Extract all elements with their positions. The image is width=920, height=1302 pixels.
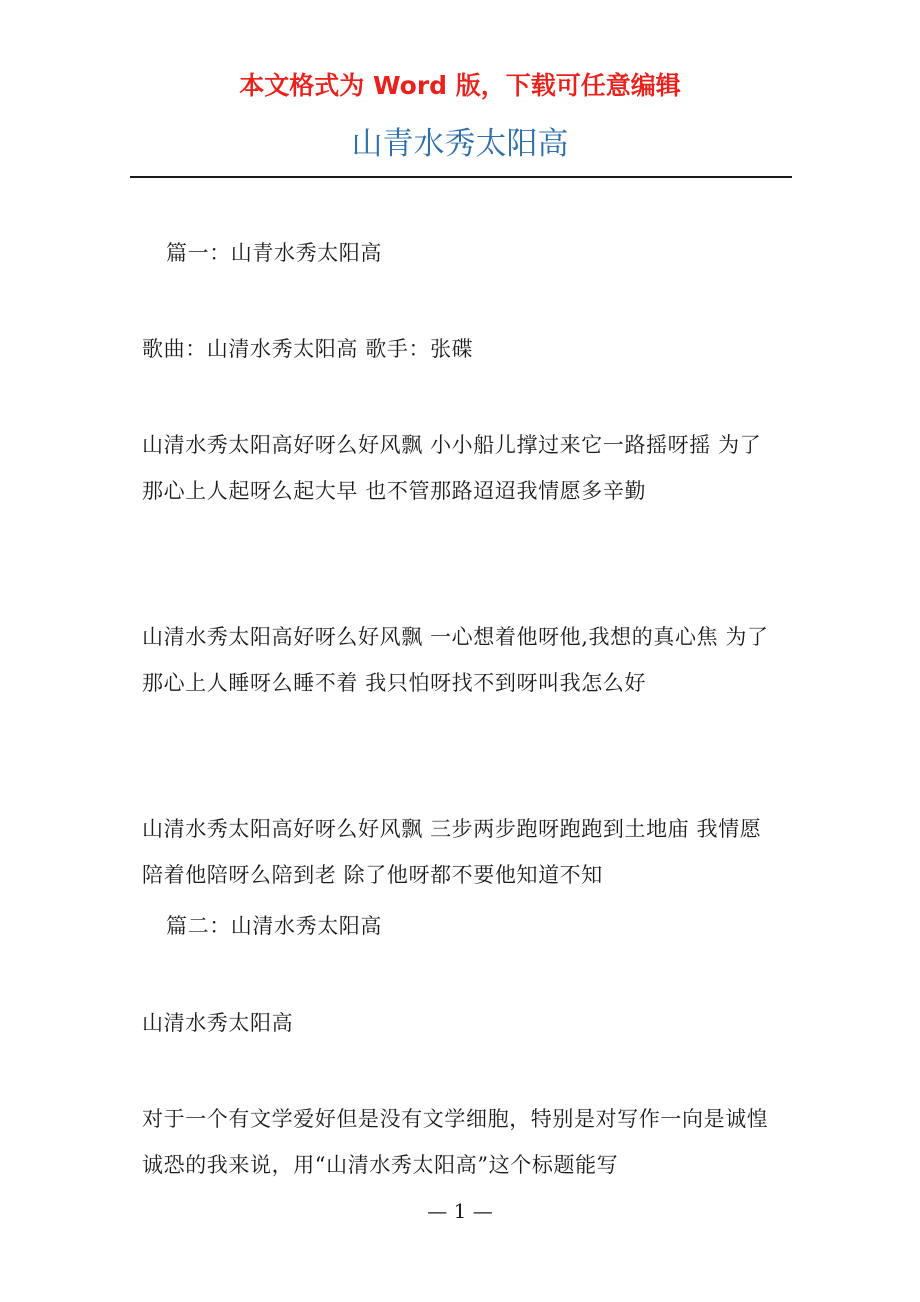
song-info-line: 歌曲：山清水秀太阳高 歌手：张碟 xyxy=(142,337,474,361)
section-heading-2: 篇二：山清水秀太阳高 xyxy=(166,914,382,938)
body-paragraph: 对于一个有文学爱好但是没有文学细胞，特别是对写作一向是诚惶诚恐的我来说，用“山清水秀太阳高”这个标题能写 xyxy=(142,1107,769,1177)
download-notice: 本文格式为 Word 版，下载可任意编辑 xyxy=(239,71,681,100)
title-divider xyxy=(130,176,792,178)
section-heading-1: 篇一：山青水秀太阳高 xyxy=(166,241,382,265)
document-title: 山青水秀太阳高 xyxy=(351,126,569,162)
section-subtitle: 山清水秀太阳高 xyxy=(142,1011,294,1035)
page-number: — 1 — xyxy=(427,1199,493,1223)
lyrics-verse-2: 山清水秀太阳高好呀么好风飘 一心想着他呀他,我想的真心焦 为了那心上人睡呀么睡不着 我只怕呀找不到呀叫我怎么好 xyxy=(142,625,769,695)
lyrics-verse-1: 山清水秀太阳高好呀么好风飘 小小船儿撑过来它一路摇呀摇 为了那心上人起呀么起大早 也不管那路迢迢我情愿多辛勤 xyxy=(142,433,762,503)
lyrics-verse-3: 山清水秀太阳高好呀么好风飘 三步两步跑呀跑跑到土地庙 我情愿陪着他陪呀么陪到老 除了他呀都不要他知道不知 xyxy=(142,817,762,887)
